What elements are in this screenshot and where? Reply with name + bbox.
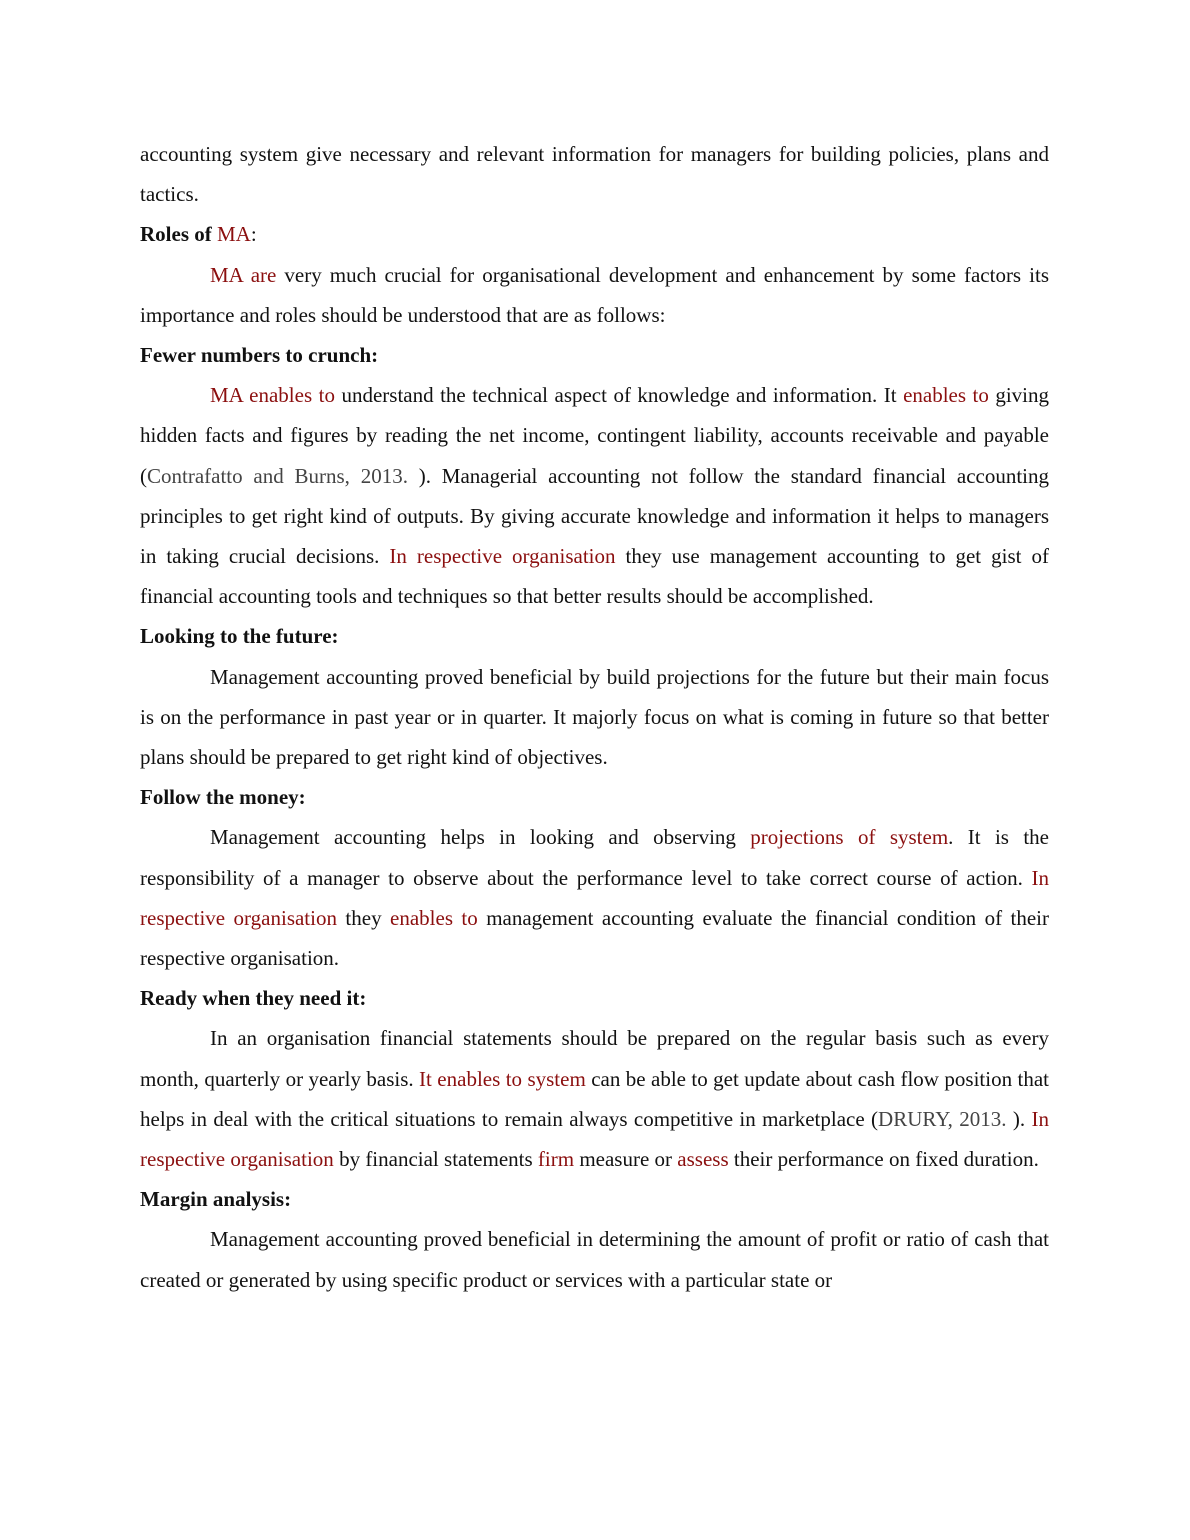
text-run: giving hidden facts and figures by reading the net income, contingent liability, accounts receivable and payable ( <box>140 383 1050 488</box>
citation-text: Contrafatto and Burns, 2013. <box>147 463 419 488</box>
text-run: can be able to get update about cash flow position that helps in deal with the critical situations to remain always competitive in marketplace ( <box>140 1066 1049 1131</box>
text-run: their performance on fixed duration. <box>728 1147 1039 1172</box>
highlighted-text: enables to <box>390 905 478 930</box>
text-run: : <box>250 222 257 247</box>
highlighted-text: MA <box>217 222 251 247</box>
text-run: Ready when they need it: <box>140 986 367 1011</box>
intro-paragraph <box>140 134 1049 214</box>
highlighted-text: MA enables to <box>210 383 335 408</box>
document-body <box>140 134 1049 1300</box>
text-run: Management accounting helps in looking and observing <box>210 825 751 850</box>
section-heading <box>140 214 1049 254</box>
text-run: accounting system give necessary and relevant information for managers for building policies, plans and tactics. <box>140 142 1049 207</box>
section-heading <box>140 978 1049 1018</box>
section-paragraph <box>140 1018 1049 1179</box>
text-run: Follow the money: <box>140 785 306 810</box>
text-run: Roles of <box>140 222 217 247</box>
text-run: Fewer numbers to crunch: <box>140 343 379 368</box>
section-paragraph <box>140 817 1049 978</box>
highlighted-text: enables to <box>903 383 989 408</box>
highlighted-text: In respective organisation <box>140 865 1049 930</box>
text-run: management accounting evaluate the financial condition of their respective organisation. <box>140 905 1049 971</box>
text-run: ). <box>1012 1106 1032 1131</box>
text-run: understand the technical aspect of knowledge and information. It <box>334 383 904 408</box>
text-run: Management accounting proved beneficial by build projections for the future but their main focus is on the performance in past year or in quarter. It majorly focus on what is coming in future so that better plans should be prepared to get right kind of objectives. <box>140 664 1049 770</box>
section-paragraph <box>140 375 1049 616</box>
text-run: ). Managerial accounting not follow the standard financial accounting principles to get right kind of outputs. By giving accurate knowledge and information it helps to managers in taking crucial decisions. <box>140 463 1049 569</box>
text-run: by financial statements <box>333 1147 538 1172</box>
text-run: In an organisation financial statements should be prepared on the regular basis such as every month, quarterly or yearly basis. <box>140 1026 1049 1091</box>
highlighted-text: It enables to system <box>419 1066 586 1091</box>
text-run: Looking to the future: <box>140 624 339 649</box>
section-heading <box>140 616 1049 656</box>
text-run: Margin analysis: <box>140 1187 292 1212</box>
highlighted-text: In respective organisation <box>140 1106 1049 1172</box>
text-run: measure or <box>574 1147 678 1172</box>
text-run: they <box>336 905 391 930</box>
section-paragraph <box>140 1219 1049 1299</box>
section-heading <box>140 777 1049 817</box>
highlighted-text: MA are <box>210 262 277 287</box>
text-run: they use management accounting to get gist of financial accounting tools and techniques so that better results should be accomplished. <box>140 544 1050 609</box>
section-heading <box>140 1179 1049 1219</box>
section-paragraph <box>140 657 1049 778</box>
text-run: . It is the responsibility of a manager to observe about the performance level to take correct course of action. <box>140 825 1049 890</box>
section-heading <box>140 335 1049 375</box>
text-run: Management accounting proved beneficial in determining the amount of profit or ratio of cash that created or generated by using specific product or services with a particular state or <box>140 1227 1049 1292</box>
highlighted-text: projections of system <box>750 825 949 850</box>
highlighted-text: firm <box>537 1147 575 1172</box>
highlighted-text: assess <box>677 1147 729 1172</box>
highlighted-text: In respective organisation <box>389 544 616 569</box>
citation-text: DRURY, 2013. <box>878 1106 1013 1131</box>
text-run: very much crucial for organisational development and enhancement by some factors its importance and roles should be understood that are as follows: <box>140 262 1049 327</box>
section-paragraph <box>140 255 1049 335</box>
